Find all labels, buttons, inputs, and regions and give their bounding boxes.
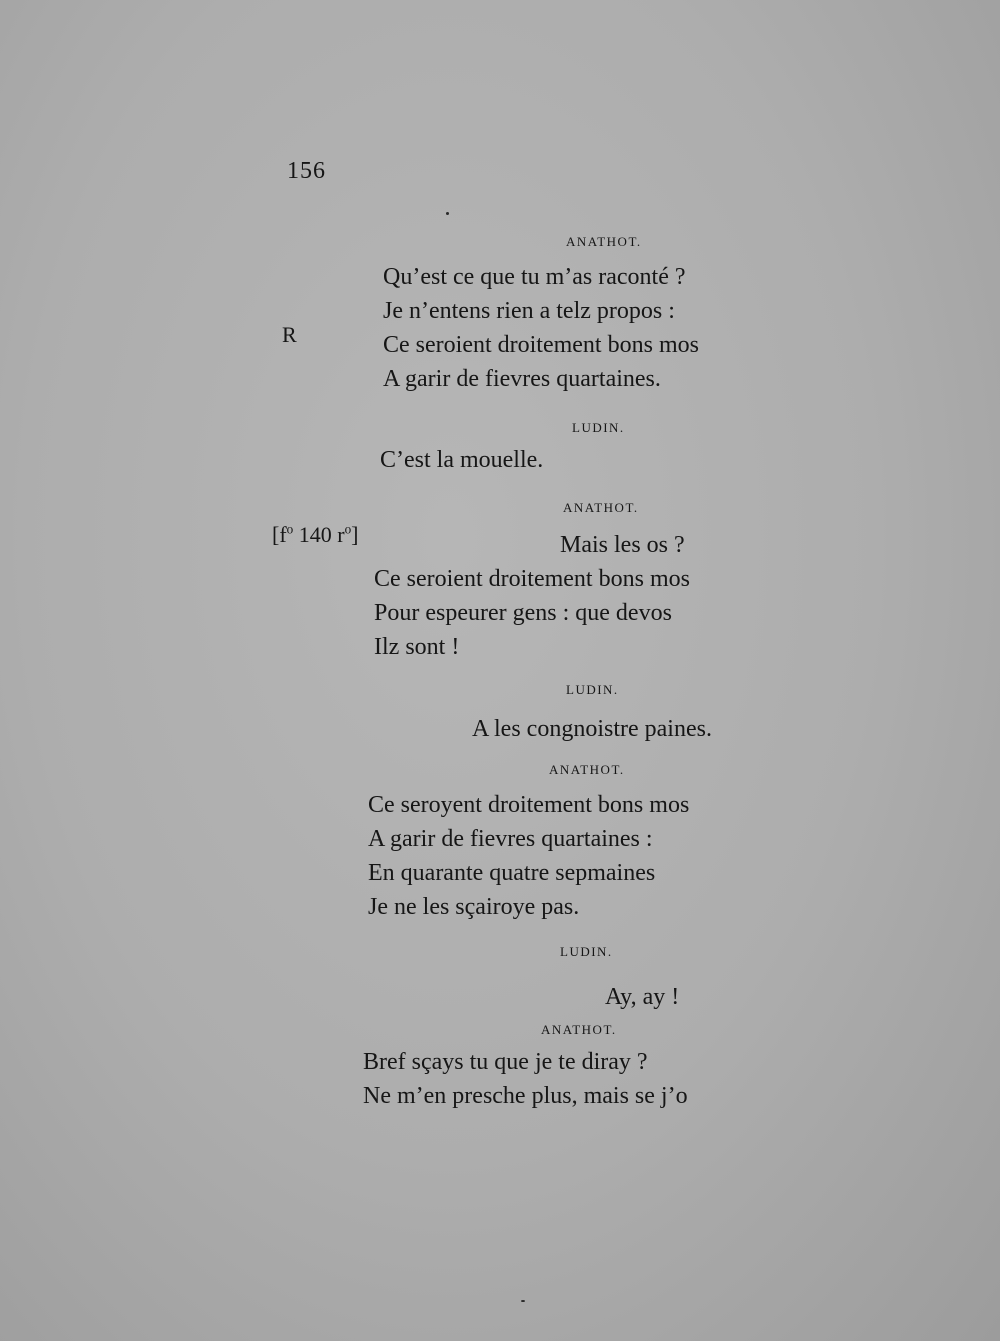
paper-speck [446, 212, 449, 215]
paper-speck [521, 1300, 525, 1302]
verse-line: Ne m’en presche plus, mais se j’o [363, 1083, 688, 1109]
speaker-label: ANATHOT. [563, 500, 639, 515]
margin-note-r: R [282, 322, 297, 347]
verse-line: A garir de fievres quartaines : [368, 826, 653, 852]
verse-line: Ce seroient droitement bons mos [374, 566, 690, 592]
verse-line: Ay, ay ! [605, 984, 680, 1010]
verse-line: A les congnoistre paines. [472, 716, 712, 742]
verse-line: C’est la mouelle. [380, 447, 544, 473]
verse-line: Pour espeurer gens : que devos [374, 600, 672, 626]
speaker-label: LUDIN. [560, 944, 613, 959]
speaker-label: LUDIN. [566, 682, 619, 697]
verse-line: Mais les os ? [560, 532, 685, 558]
speaker-label: ANATHOT. [549, 762, 625, 777]
verse-line: Je ne les sçairoye pas. [368, 894, 580, 920]
verse-block [380, 443, 543, 477]
speaker-label: LUDIN. [572, 420, 625, 435]
verse-block [374, 562, 690, 664]
verse-block [368, 788, 689, 924]
verse-line: Ce seroyent droitement bons mos [368, 792, 690, 818]
folio-reference: [$f^o$ 140 $r^o$] [272, 521, 359, 547]
verse-line: Bref sçays tu que je te diray ? [363, 1049, 648, 1075]
verse-line: A garir de fievres quartaines. [383, 366, 661, 392]
verse-block [383, 260, 699, 396]
verse-line: Ilz sont ! [374, 634, 460, 660]
speaker-label: ANATHOT. [566, 234, 642, 249]
verse-line: Ce seroient droitement bons mos [383, 332, 699, 358]
verse-block [363, 1045, 688, 1113]
verse-line: En quarante quatre sepmaines [368, 860, 656, 886]
page-number: 156 [287, 158, 326, 184]
verse-line: Je n’entens rien a telz propos : [383, 298, 675, 324]
speaker-label: ANATHOT. [541, 1022, 617, 1037]
verse-line: Qu’est ce que tu m’as raconté ? [383, 264, 686, 290]
